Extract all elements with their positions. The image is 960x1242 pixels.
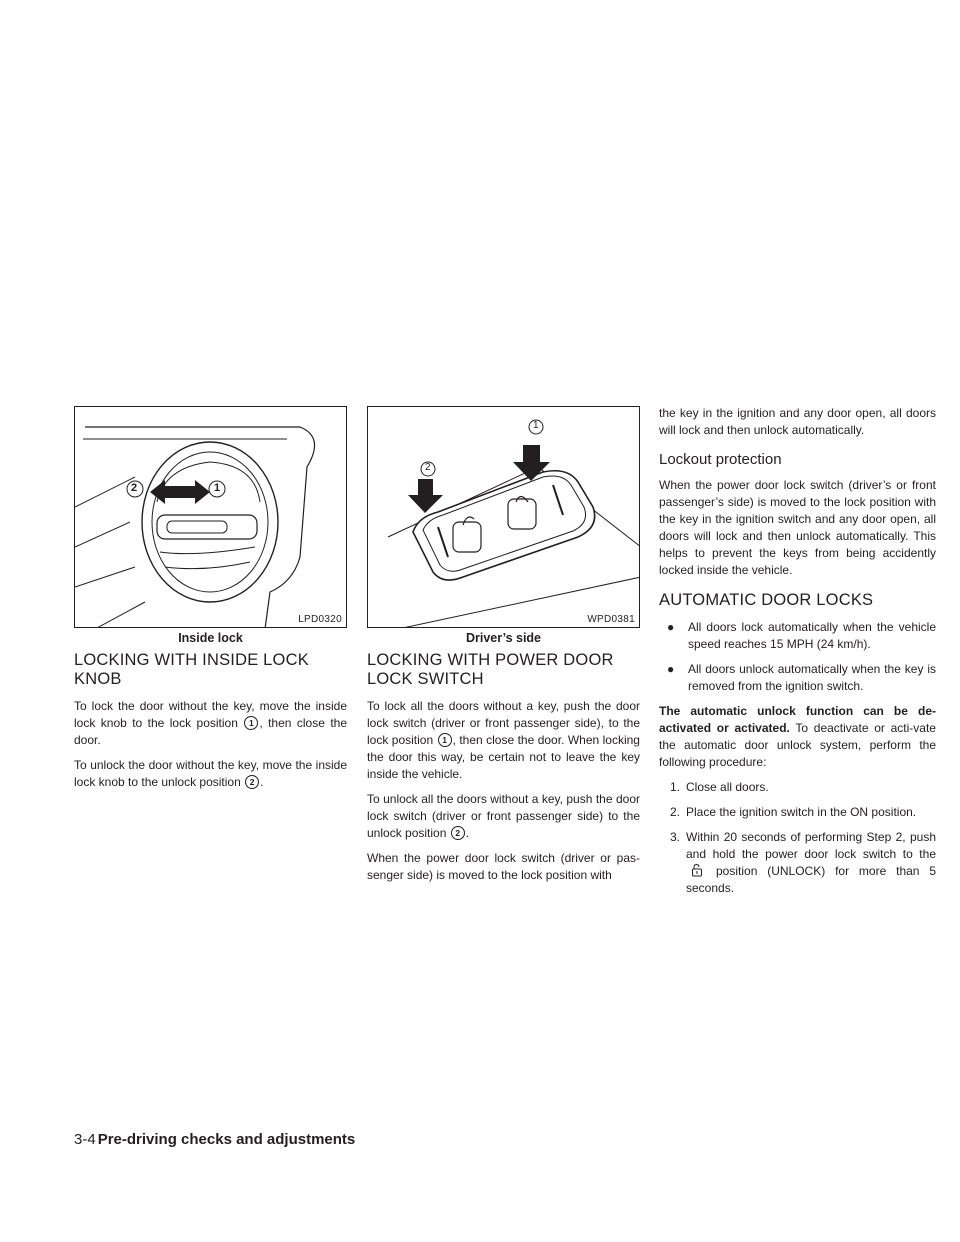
- list-item: 2. Place the ignition switch in the ON position.: [670, 805, 917, 819]
- callout-1-icon: 1: [438, 733, 452, 747]
- page-footer: [74, 1131, 355, 1148]
- footer-section-title: Pre-driving checks and adjustments: [97, 1131, 356, 1148]
- paragraph: To unlock the door without the key, move the inside lock knob to the unlock position 2 .: [74, 758, 347, 789]
- section-heading: AUTOMATIC DOOR LOCKS: [659, 591, 874, 609]
- bullet-list: [659, 619, 936, 695]
- paragraph: When the power door lock switch (driver or pas-senger side) is moved to the lock position with: [367, 851, 640, 882]
- column-left: [74, 406, 347, 799]
- figure-caption: Inside lock: [178, 631, 243, 645]
- callout-2-icon: 2: [451, 826, 465, 840]
- callout-2-label: 2: [131, 482, 138, 494]
- list-item: ● All doors lock automatically when the vehicle speed reaches 15 MPH (24 km/h).: [667, 620, 936, 651]
- bullet-icon: ●: [667, 662, 675, 676]
- paragraph: To unlock all the doors without a key, push the door lock switch (driver or front passenger side) to the unlock position 2 .: [367, 792, 640, 840]
- figure-caption: Driver’s side: [465, 631, 542, 645]
- figure-inside-lock: [74, 406, 347, 628]
- section-heading: LOCKING WITH INSIDE LOCK KNOB: [74, 651, 309, 688]
- inside-lock-illustration: [75, 407, 347, 628]
- paragraph: To lock the door without the key, move the inside lock knob to the lock position 1 , then close the door.: [74, 699, 347, 747]
- figure-drivers-side: [367, 406, 640, 628]
- column-right: [659, 406, 936, 905]
- paragraph-continued: the key in the ignition and any door open, all doors will lock and then unlock automatically.: [659, 406, 936, 437]
- power-lock-switch-illustration: [368, 407, 640, 628]
- callout-1-label: 1: [533, 420, 539, 431]
- paragraph: The automatic unlock function can be de-activated or activated. To deactivate or acti-vate the automatic door unlock system, perform the following procedure:: [659, 704, 936, 769]
- callout-1-icon: 1: [244, 716, 258, 730]
- list-item: 3. Within 20 seconds of performing Step 2, push and hold the power door lock switch to the position (UNLOCK) for more than 5 seconds.: [670, 830, 936, 895]
- page-number: 3-4: [74, 1131, 96, 1148]
- callout-1-label: 1: [214, 482, 221, 494]
- figure-code: LPD0320: [298, 614, 342, 625]
- steps-list: [659, 779, 936, 897]
- callout-2-icon: 2: [245, 775, 259, 789]
- paragraph: To lock all the doors without a key, push the door lock switch (driver or front passenger side), to the lock position 1 , then close the door. When locking the door this way, be certain not to leave the key inside the vehicle.: [367, 699, 640, 781]
- paragraph: When the power door lock switch (driver’s or front passenger’s side) is moved to the lock position with the key in the ignition switch and any door open, all doors will lock and then unlock automatically. This helps to prevent the keys from being accidently locked inside the vehicle.: [659, 478, 936, 577]
- sub-heading: Lockout protection: [659, 451, 782, 468]
- list-item: ● All doors unlock automatically when the key is removed from the ignition switch.: [667, 662, 936, 693]
- unlock-icon: [690, 863, 704, 877]
- section-heading: LOCKING WITH POWER DOOR LOCK SWITCH: [367, 651, 614, 688]
- bullet-icon: ●: [667, 620, 675, 634]
- callout-2-label: 2: [425, 462, 431, 473]
- column-middle: [367, 406, 640, 892]
- list-item: 1. Close all doors.: [670, 780, 769, 794]
- figure-code: WPD0381: [587, 614, 635, 625]
